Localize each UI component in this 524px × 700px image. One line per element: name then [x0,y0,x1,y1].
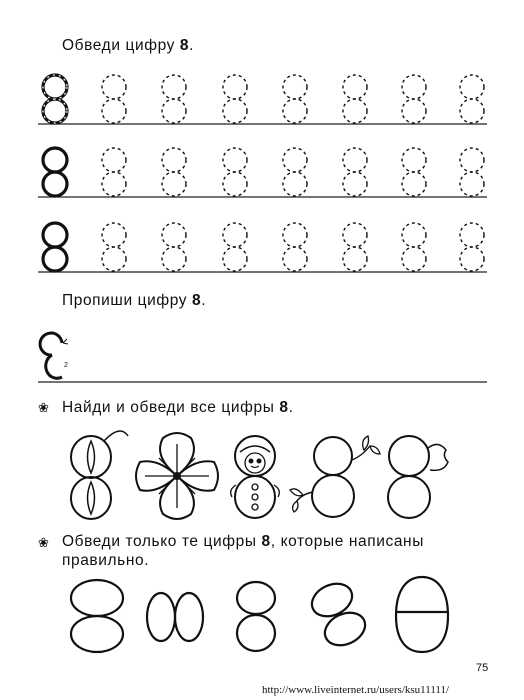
trace-eight[interactable] [402,148,426,196]
trace-row-2 [38,148,487,197]
flower-icon: ❀ [38,400,49,415]
trace-row-3 [38,223,487,272]
trace-row-1 [38,75,487,124]
trace-eight[interactable] [162,148,186,196]
example-eight [43,148,67,196]
trace-eight[interactable] [102,223,126,271]
trace-eight[interactable] [343,223,367,271]
trace-eight[interactable] [162,75,186,123]
eight-with-twigs-picture[interactable] [290,436,380,517]
trace-eight[interactable] [223,148,247,196]
trace-eight[interactable] [283,223,307,271]
trace-eight[interactable] [402,75,426,123]
trace-eight[interactable] [223,75,247,123]
task2-end: . [201,292,207,309]
task2-digit: 8 [192,292,202,309]
trace-eight[interactable] [460,75,484,123]
task4-digit: 8 [261,533,271,550]
task3-end: . [288,399,294,416]
task1-digit: 8 [179,37,190,54]
task4-text-after: , которые написаны [270,533,424,550]
trace-eight[interactable] [343,148,367,196]
eight-option-1[interactable] [71,580,123,652]
eight-option-3[interactable] [237,582,275,651]
stroke-order-number: 2 [64,362,68,369]
eight-with-flag-picture[interactable] [388,436,448,518]
example-eight [43,223,67,271]
stroke-order-eight [40,333,62,378]
eight-option-5[interactable] [396,577,448,652]
eight-option-4[interactable] [307,578,371,652]
write-row [38,333,487,382]
trace-eight[interactable] [102,148,126,196]
task3-text: Найди и обведи все цифры [62,399,275,416]
page-number: 75 [476,662,489,674]
stroke-start-arrow [63,339,68,344]
matryoshka-picture[interactable] [231,436,280,518]
task2-text: Пропиши цифру [62,292,188,309]
choose-correct-eights [71,577,448,652]
task1-end: . [189,37,195,54]
hidden-eights-pictures [71,431,448,519]
trace-eight[interactable] [162,223,186,271]
eight-option-2[interactable] [147,593,203,641]
flower-picture[interactable] [136,433,218,519]
task4-instruction-line2: правильно. [62,552,150,569]
trace-eight[interactable] [402,223,426,271]
trace-eight[interactable] [102,75,126,123]
footer-url: http://www.liveinternet.ru/users/ksu11111/ [262,684,450,696]
eight-with-leaves-picture[interactable] [71,431,128,519]
flower-icon: ❀ [38,535,49,550]
task3-digit: 8 [279,399,289,416]
task1-text: Обведи цифру [62,37,175,54]
trace-eight[interactable] [343,75,367,123]
trace-eight[interactable] [460,223,484,271]
example-eight-start-marks [43,75,67,123]
trace-eight[interactable] [283,75,307,123]
task4-text-before: Обведи только те цифры [62,533,257,550]
trace-eight[interactable] [283,148,307,196]
trace-eight[interactable] [223,223,247,271]
trace-eight[interactable] [460,148,484,196]
